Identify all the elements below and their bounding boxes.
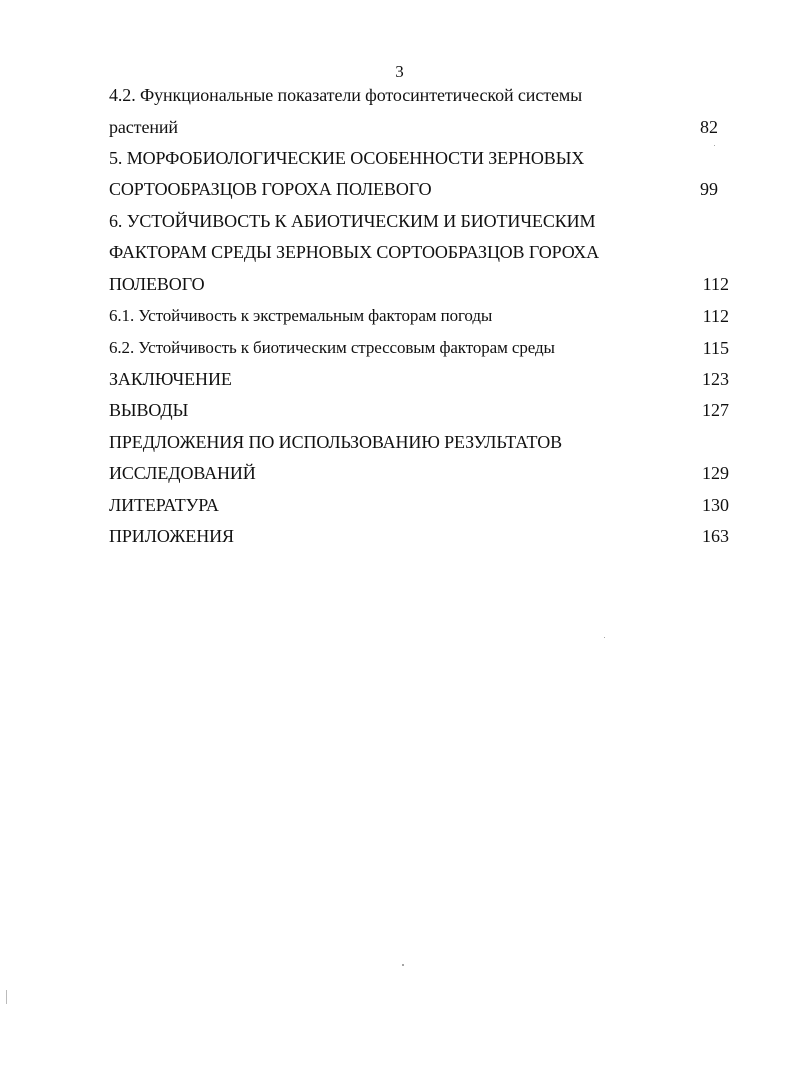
- toc-entry-findings: ВЫВОДЫ: [109, 400, 189, 420]
- toc-entry-6-line-2: ФАКТОРАМ СРЕДЫ ЗЕРНОВЫХ СОРТООБРАЗЦОВ ГОРОХА: [109, 242, 600, 262]
- toc-entry-6-line-3: ПОЛЕВОГО: [109, 274, 205, 294]
- toc-entry-6-1-page: 112: [702, 306, 729, 326]
- toc-entry-conclusion-page: 123: [702, 369, 729, 389]
- toc-entry-literature: ЛИТЕРАТУРА: [109, 495, 219, 515]
- toc-entry-proposals-line-1: ПРЕДЛОЖЕНИЯ ПО ИСПОЛЬЗОВАНИЮ РЕЗУЛЬТАТОВ: [109, 432, 562, 452]
- toc-entry-4-2-line-2: растений: [109, 117, 178, 137]
- page-number: 3: [395, 62, 404, 81]
- scan-speck: [6, 990, 7, 1004]
- toc-entry-6-1: 6.1. Устойчивость к экстремальным факторам погоды: [109, 306, 493, 325]
- toc-entry-4-2-page: 82: [700, 117, 718, 137]
- toc-entry-conclusion: ЗАКЛЮЧЕНИЕ: [109, 369, 232, 389]
- toc-entry-6-2-page: 115: [702, 338, 729, 358]
- toc-entry-4-2-line-1: 4.2. Функциональные показатели фотосинтетической системы: [109, 85, 583, 105]
- toc-entry-5-page: 99: [700, 179, 718, 199]
- scan-speck: [604, 637, 605, 638]
- toc-entry-6-line-1: 6. УСТОЙЧИВОСТЬ К АБИОТИЧЕСКИМ И БИОТИЧЕСКИМ: [109, 211, 596, 231]
- scan-speck: [714, 145, 715, 146]
- toc-entry-proposals-line-2: ИССЛЕДОВАНИЙ: [109, 463, 256, 483]
- toc-entry-appendices: ПРИЛОЖЕНИЯ: [109, 526, 234, 546]
- toc-entry-appendices-page: 163: [702, 526, 729, 546]
- toc-entry-6-2: 6.2. Устойчивость к биотическим стрессовым факторам среды: [109, 338, 555, 357]
- table-of-contents: [109, 0, 729, 1083]
- toc-entry-6-page: 112: [702, 274, 729, 294]
- toc-entry-5-line-1: 5. МОРФОБИОЛОГИЧЕСКИЕ ОСОБЕННОСТИ ЗЕРНОВЫХ: [109, 148, 585, 168]
- toc-entry-proposals-page: 129: [702, 463, 729, 483]
- scan-speck: [402, 964, 404, 966]
- toc-entry-5-line-2: СОРТООБРАЗЦОВ ГОРОХА ПОЛЕВОГО: [109, 179, 432, 199]
- toc-entry-literature-page: 130: [702, 495, 729, 515]
- toc-entry-findings-page: 127: [702, 400, 729, 420]
